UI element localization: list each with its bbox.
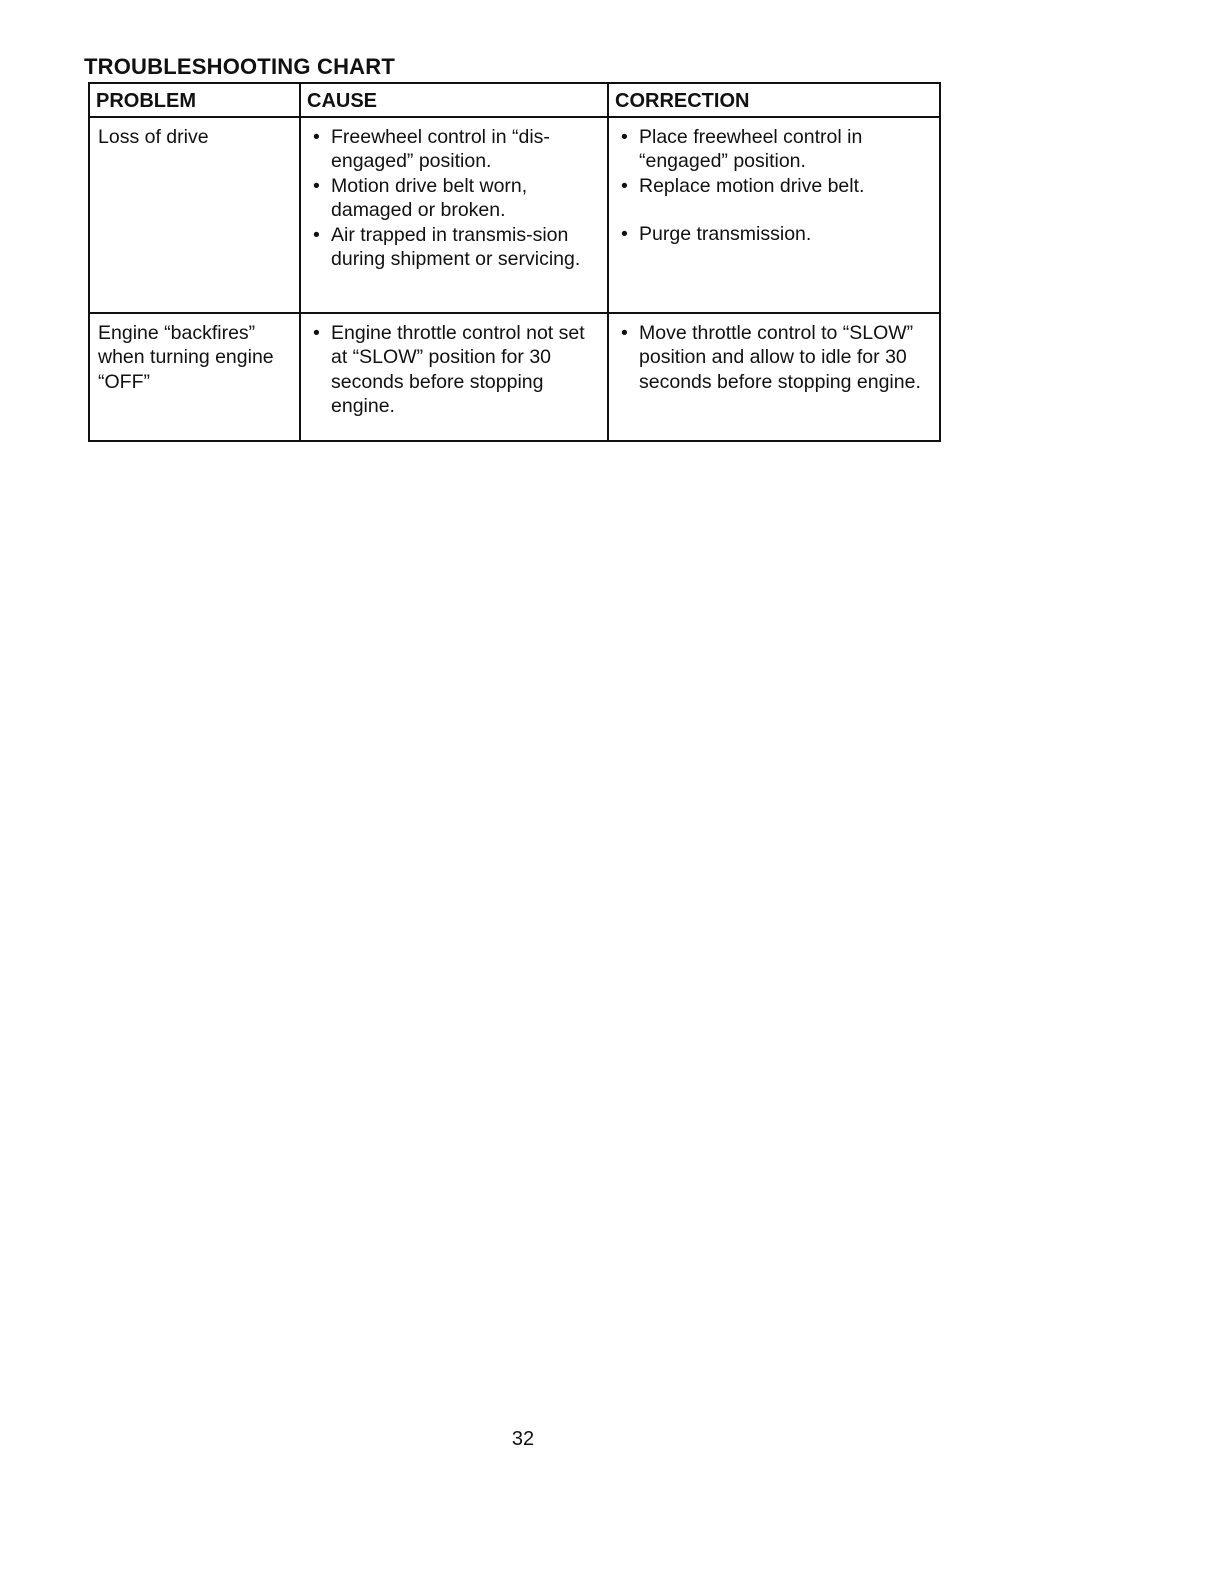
correction-item: • Move throttle control to “SLOW” position and allow to idle for 30 seconds before stopping engine. [615,321,933,395]
problem-cell [89,313,300,441]
cause-item: • Air trapped in transmis-sion during shipment or servicing. [307,223,601,272]
cause-item: • Motion drive belt worn, damaged or broken. [307,174,601,223]
correction-list [615,125,933,247]
correction-cell [608,313,940,441]
page-number: 32 [511,1428,535,1450]
troubleshooting-table [88,82,941,442]
table-header-row [89,83,940,117]
correction-list [615,321,933,395]
correction-item: • Replace motion drive belt. [615,174,933,199]
cause-list [307,125,601,272]
correction-item: • Purge transmission. [615,222,933,247]
problem-cell [89,117,300,313]
cause-cell [300,117,608,313]
cause-list [307,321,601,419]
problem-text: Engine “backfires” when turning engine “OFF” [98,321,274,393]
header-correction: CORRECTION [608,83,940,117]
chart-title: TROUBLESHOOTING CHART [84,54,395,79]
cause-cell [300,313,608,441]
header-cause: CAUSE [300,83,608,117]
header-problem: PROBLEM [89,83,300,117]
correction-item: • Place freewheel control in “engaged” position. [615,125,933,174]
table-row [89,117,940,313]
problem-text: Loss of drive [98,125,209,148]
table-row [89,313,940,441]
cause-item: • Freewheel control in “dis-engaged” position. [307,125,601,174]
cause-item: • Engine throttle control not set at “SLOW” position for 30 seconds before stopping engine. [307,321,601,419]
correction-cell [608,117,940,313]
